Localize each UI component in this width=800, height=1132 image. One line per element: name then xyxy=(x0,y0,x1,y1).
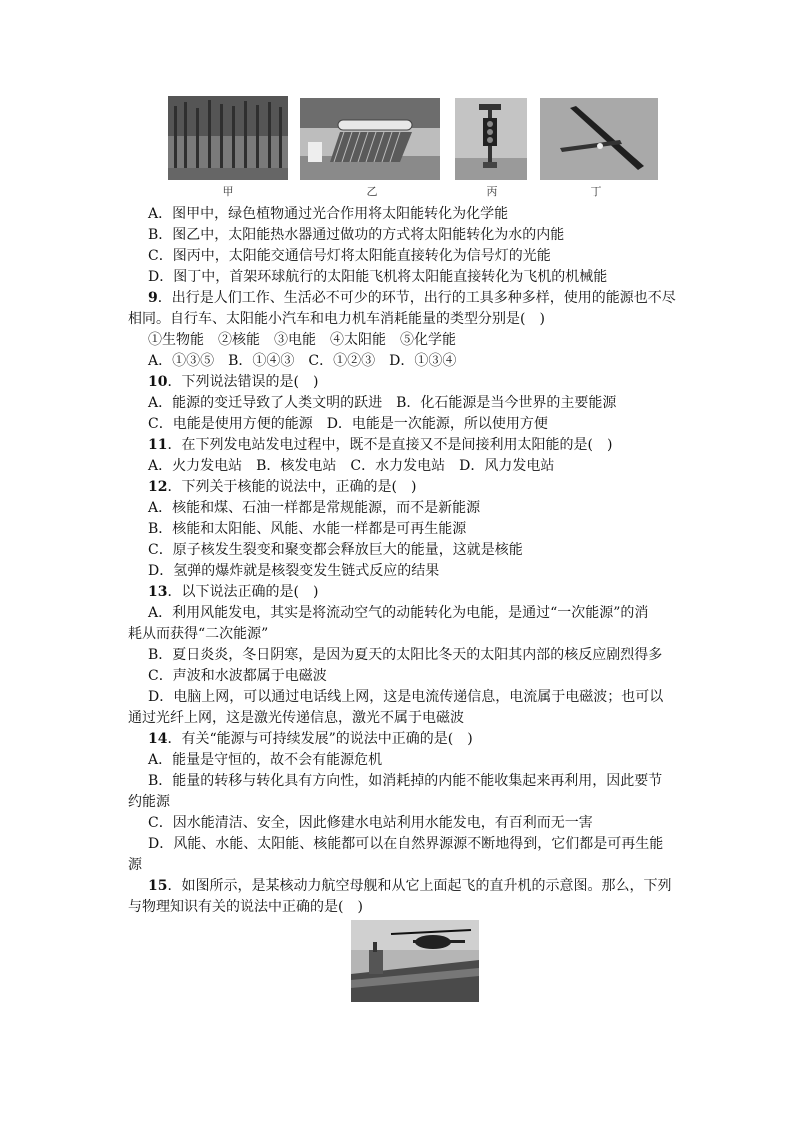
option-14d-cont: 源 xyxy=(128,857,142,873)
question-13-stem: 13．以下说法正确的是( ) xyxy=(148,584,319,600)
option-13a-cont: 耗从而获得“二次能源” xyxy=(128,626,269,642)
question-9-stem: 9．出行是人们工作、生活必不可少的环节，出行的工具多种多样，使用的能源也不尽 xyxy=(148,290,676,306)
option-12c: C．原子核发生裂变和聚变都会释放巨大的能量，这就是核能 xyxy=(148,542,523,558)
question-9-options: A．①③⑤ B．①④③ C．①②③ D．①③④ xyxy=(148,353,457,369)
figure-caption-jia: 甲 xyxy=(222,185,234,198)
question-10-stem: 10．下列说法错误的是( ) xyxy=(148,374,319,390)
figure-solar-airplane-image xyxy=(540,98,658,180)
option-8c: C．图丙中，太阳能交通信号灯将太阳能直接转化为信号灯的光能 xyxy=(148,248,551,264)
option-13d: D．电脑上网，可以通过电话线上网，这是电流传递信息，电流属于电磁波；也可以 xyxy=(148,689,664,705)
option-8b: B．图乙中，太阳能热水器通过做功的方式将太阳能转化为水的内能 xyxy=(148,227,565,243)
option-14b: B．能量的转移与转化具有方向性，如消耗掉的内能不能收集起来再利用，因此要节 xyxy=(148,773,663,789)
option-14b-cont: 约能源 xyxy=(128,794,170,810)
question-12-stem: 12．下列关于核能的说法中，正确的是( ) xyxy=(148,479,417,495)
option-14d: D．风能、水能、太阳能、核能都可以在自然界源源不断地得到，它们都是可再生能 xyxy=(148,836,664,852)
option-12d: D．氢弹的爆炸就是核裂变发生链式反应的结果 xyxy=(148,563,440,579)
option-14c: C．因水能清洁、安全，因此修建水电站利用水能发电，有百利而无一害 xyxy=(148,815,593,831)
figure-caption-ding: 丁 xyxy=(590,185,602,198)
figure-solar-water-heater-image xyxy=(300,98,440,180)
question-15-stem-cont: 与物理知识有关的说法中正确的是( ) xyxy=(128,899,363,915)
question-11-stem: 11．在下列发电站发电过程中，既不是直接又不是间接利用太阳能的是( ) xyxy=(148,437,613,453)
option-13a: A．利用风能发电，其实是将流动空气的动能转化为电能，是通过“一次能源”的消 xyxy=(148,605,649,621)
option-12a: A．核能和煤、石油一样都是常规能源，而不是新能源 xyxy=(148,500,481,516)
option-12b: B．核能和太阳能、风能、水能一样都是可再生能源 xyxy=(148,521,467,537)
question-15-stem: 15．如图所示，是某核动力航空母舰和从它上面起飞的直升机的示意图。那么，下列 xyxy=(148,878,672,894)
question-9-stem-cont: 相同。自行车、太阳能小汽车和电力机车消耗能量的类型分别是( ) xyxy=(128,311,545,327)
question-9-choices: ①生物能 ②核能 ③电能 ④太阳能 ⑤化学能 xyxy=(148,332,456,348)
option-13b: B．夏日炎炎，冬日阴寒，是因为夏天的太阳比冬天的太阳其内部的核反应剧烈得多 xyxy=(148,647,663,663)
question-10-options-ab: A．能源的变迁导致了人类文明的跃进 B．化石能源是当今世界的主要能源 xyxy=(148,395,617,411)
figure-forest-image xyxy=(168,96,288,180)
option-8a: A．图甲中，绿色植物通过光合作用将太阳能转化为化学能 xyxy=(148,206,509,222)
figure-aircraft-carrier-helicopter-image xyxy=(351,920,479,1002)
question-14-stem: 14．有关“能源与可持续发展”的说法中正确的是( ) xyxy=(148,731,473,747)
option-13c: C．声波和水波都属于电磁波 xyxy=(148,668,327,684)
figure-caption-yi: 乙 xyxy=(366,185,378,198)
option-13d-cont: 通过光纤上网，这是激光传递信息，激光不属于电磁波 xyxy=(128,710,464,726)
option-8d: D．图丁中，首架环球航行的太阳能飞机将太阳能直接转化为飞机的机械能 xyxy=(148,269,608,285)
option-14a: A．能量是守恒的，故不会有能源危机 xyxy=(148,752,383,768)
figure-caption-bing: 丙 xyxy=(486,185,498,198)
figure-traffic-light-image xyxy=(455,98,527,180)
question-11-options: A．火力发电站 B．核发电站 C．水力发电站 D．风力发电站 xyxy=(148,458,555,474)
question-10-options-cd: C．电能是使用方便的能源 D．电能是一次能源，所以使用方便 xyxy=(148,416,548,432)
